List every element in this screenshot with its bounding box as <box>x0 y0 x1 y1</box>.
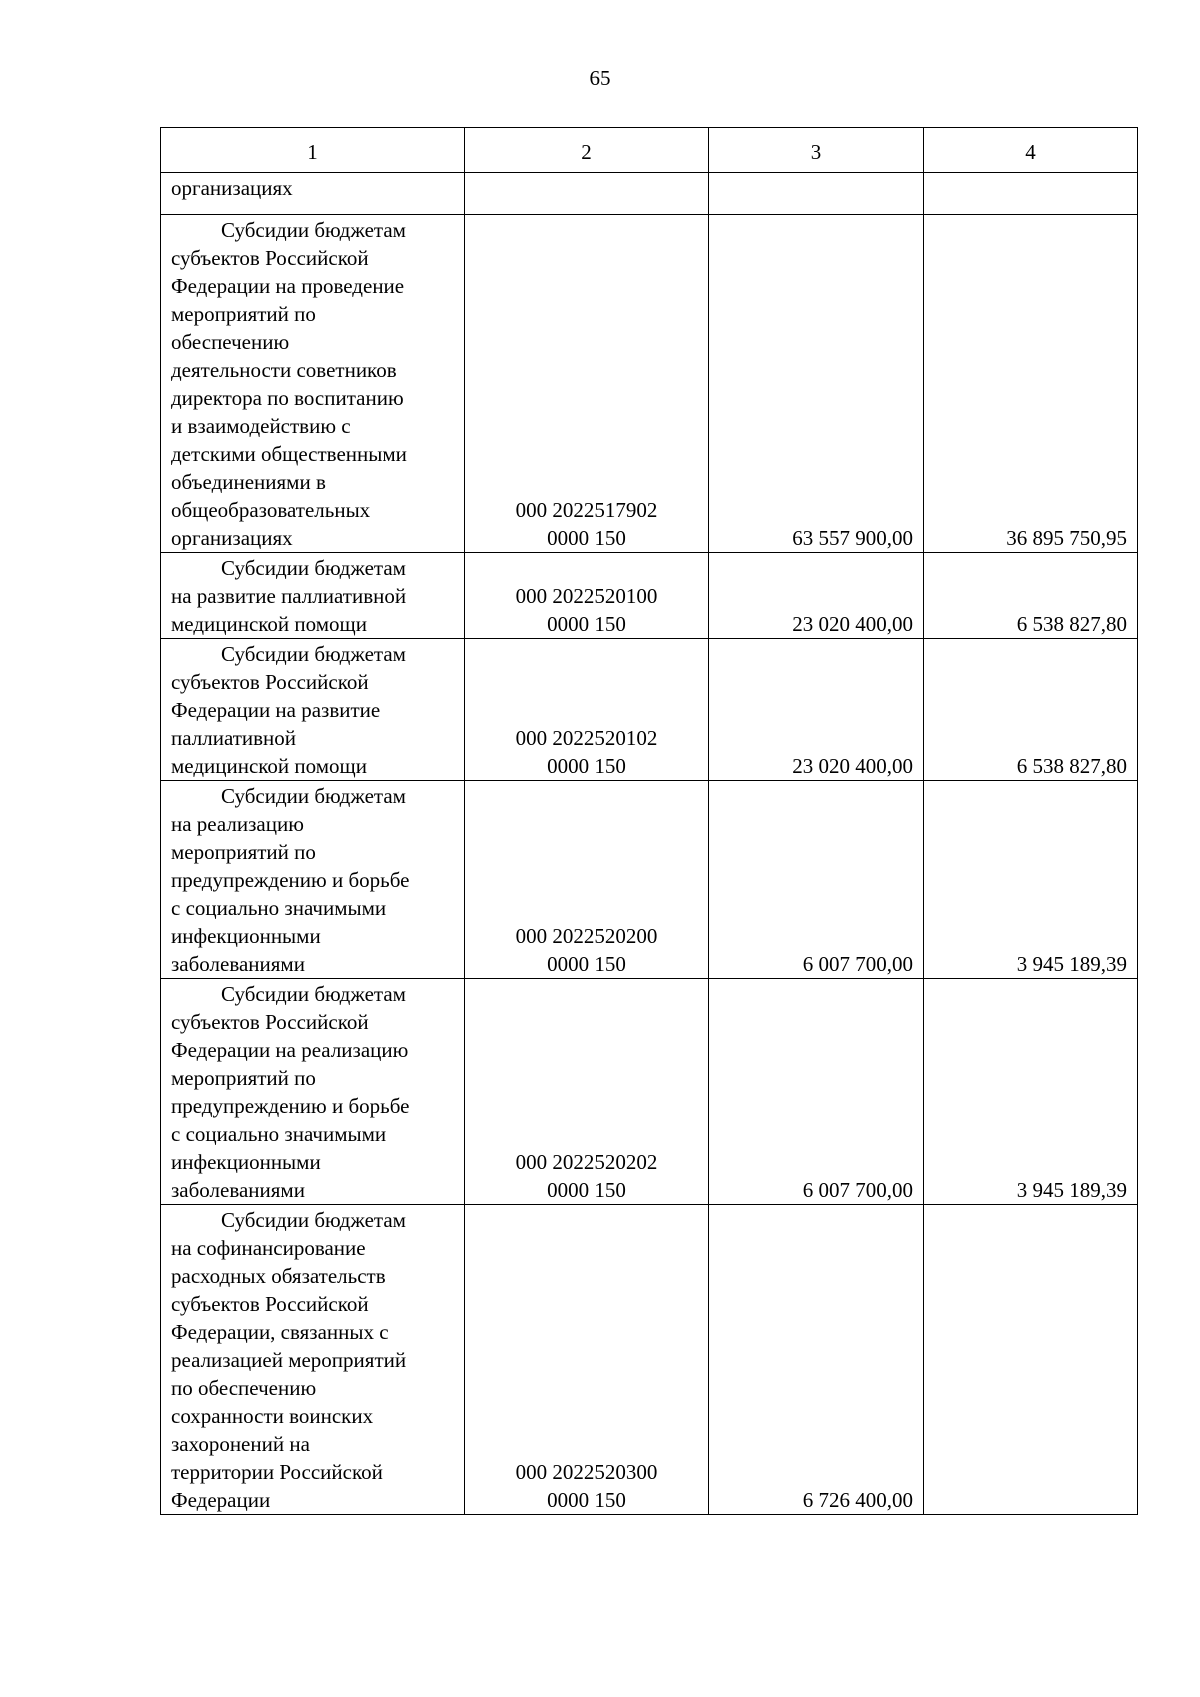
name-line: Субсидии бюджетам <box>221 642 406 666</box>
page-number: 65 <box>589 66 611 90</box>
table-row <box>161 173 1138 215</box>
row-plan-cell: 63 557 900,00 <box>709 215 924 553</box>
row-name-cell <box>161 979 465 1205</box>
name-line: Федерации на реализацию <box>171 1038 409 1062</box>
name-line: субъектов Российской <box>171 670 369 694</box>
row-fact-cell: 3 945 189,39 <box>924 979 1138 1205</box>
row-fact-cell <box>924 1205 1138 1515</box>
row-code-cell <box>465 639 709 781</box>
code-line: 000 2022520202 <box>515 1150 658 1174</box>
code-line: 0000 150 <box>547 612 626 636</box>
row-code-cell <box>465 1205 709 1515</box>
row-fact-cell: 36 895 750,95 <box>924 215 1138 553</box>
name-line: мероприятий по <box>171 1066 316 1090</box>
name-line: инфекционными <box>171 924 321 948</box>
code-line: 0000 150 <box>547 526 626 550</box>
code-line: 0000 150 <box>547 1178 626 1202</box>
table-row <box>161 979 1138 1205</box>
row-plan-cell: 6 007 700,00 <box>709 781 924 979</box>
name-line: заболеваниями <box>171 952 305 976</box>
row-fact-cell: 3 945 189,39 <box>924 781 1138 979</box>
row-fact-cell: 6 538 827,80 <box>924 639 1138 781</box>
name-line: Субсидии бюджетам <box>221 982 406 1006</box>
name-line: Субсидии бюджетам <box>221 1208 406 1232</box>
row-code-cell <box>465 173 709 215</box>
code-line: 000 2022517902 <box>515 498 658 522</box>
row-name-cell <box>161 173 465 215</box>
name-line: детскими общественными <box>171 442 407 466</box>
table-row <box>161 215 1138 553</box>
name-line: мероприятий по <box>171 840 316 864</box>
code-line: 0000 150 <box>547 952 626 976</box>
name-line: медицинской помощи <box>171 754 367 778</box>
name-line: расходных обязательств <box>171 1264 386 1288</box>
name-line: деятельности советников <box>171 358 397 382</box>
name-line: Федерации, связанных с <box>171 1320 389 1344</box>
row-name-cell <box>161 1205 465 1515</box>
name-line: медицинской помощи <box>171 612 367 636</box>
table-row <box>161 639 1138 781</box>
row-code-cell <box>465 979 709 1205</box>
name-line: Федерации на развитие <box>171 698 381 722</box>
name-line: на софинансирование <box>171 1236 366 1260</box>
row-name-cell <box>161 781 465 979</box>
row-name-cell <box>161 553 465 639</box>
name-line: на реализацию <box>171 812 304 836</box>
name-line: Субсидии бюджетам <box>221 556 406 580</box>
name-line: паллиативной <box>171 726 297 750</box>
name-line: директора по воспитанию <box>171 386 404 410</box>
table-header-row <box>161 128 1138 173</box>
name-line: инфекционными <box>171 1150 321 1174</box>
row-code-cell <box>465 781 709 979</box>
table-row <box>161 553 1138 639</box>
name-line: мероприятий по <box>171 302 316 326</box>
name-line: Федерации <box>171 1488 271 1512</box>
column-header-1: 1 <box>161 128 465 173</box>
row-plan-cell: 23 020 400,00 <box>709 553 924 639</box>
row-code-cell <box>465 553 709 639</box>
name-line: заболеваниями <box>171 1178 305 1202</box>
name-line: субъектов Российской <box>171 1292 369 1316</box>
budget-table <box>160 127 1138 1515</box>
column-header-4: 4 <box>924 128 1138 173</box>
code-line: 000 2022520300 <box>515 1460 658 1484</box>
name-line: захоронений на <box>171 1432 310 1456</box>
row-fact-cell <box>924 173 1138 215</box>
row-name-cell <box>161 215 465 553</box>
name-line: субъектов Российской <box>171 246 369 270</box>
name-line: сохранности воинских <box>171 1404 374 1428</box>
code-line: 000 2022520100 <box>515 584 658 608</box>
name-line: предупреждению и борьбе <box>171 868 410 892</box>
name-line: на развитие паллиативной <box>171 584 407 608</box>
name-line: и взаимодействию с <box>171 414 351 438</box>
name-line: субъектов Российской <box>171 1010 369 1034</box>
name-line: Субсидии бюджетам <box>221 784 406 808</box>
name-line: с социально значимыми <box>171 896 387 920</box>
name-line: обеспечению <box>171 330 290 354</box>
name-line: территории Российской <box>171 1460 383 1484</box>
code-line: 0000 150 <box>547 754 626 778</box>
row-plan-cell: 23 020 400,00 <box>709 639 924 781</box>
name-line: по обеспечению <box>171 1376 317 1400</box>
name-line: с социально значимыми <box>171 1122 387 1146</box>
code-line: 000 2022520200 <box>515 924 658 948</box>
name-line: предупреждению и борьбе <box>171 1094 410 1118</box>
row-plan-cell: 6 726 400,00 <box>709 1205 924 1515</box>
row-code-cell <box>465 215 709 553</box>
name-line: Федерации на проведение <box>171 274 405 298</box>
name-line: Субсидии бюджетам <box>221 218 406 242</box>
table-row <box>161 1205 1138 1515</box>
name-line: организациях <box>171 526 293 550</box>
row-fact-cell: 6 538 827,80 <box>924 553 1138 639</box>
name-line: организациях <box>171 176 293 200</box>
code-line: 000 2022520102 <box>515 726 658 750</box>
code-line: 0000 150 <box>547 1488 626 1512</box>
row-plan-cell <box>709 173 924 215</box>
name-line: объединениями в <box>171 470 326 494</box>
column-header-3: 3 <box>709 128 924 173</box>
name-line: общеобразовательных <box>171 498 371 522</box>
table-row <box>161 781 1138 979</box>
row-plan-cell: 6 007 700,00 <box>709 979 924 1205</box>
name-line: реализацией мероприятий <box>171 1348 407 1372</box>
row-name-cell <box>161 639 465 781</box>
column-header-2: 2 <box>465 128 709 173</box>
